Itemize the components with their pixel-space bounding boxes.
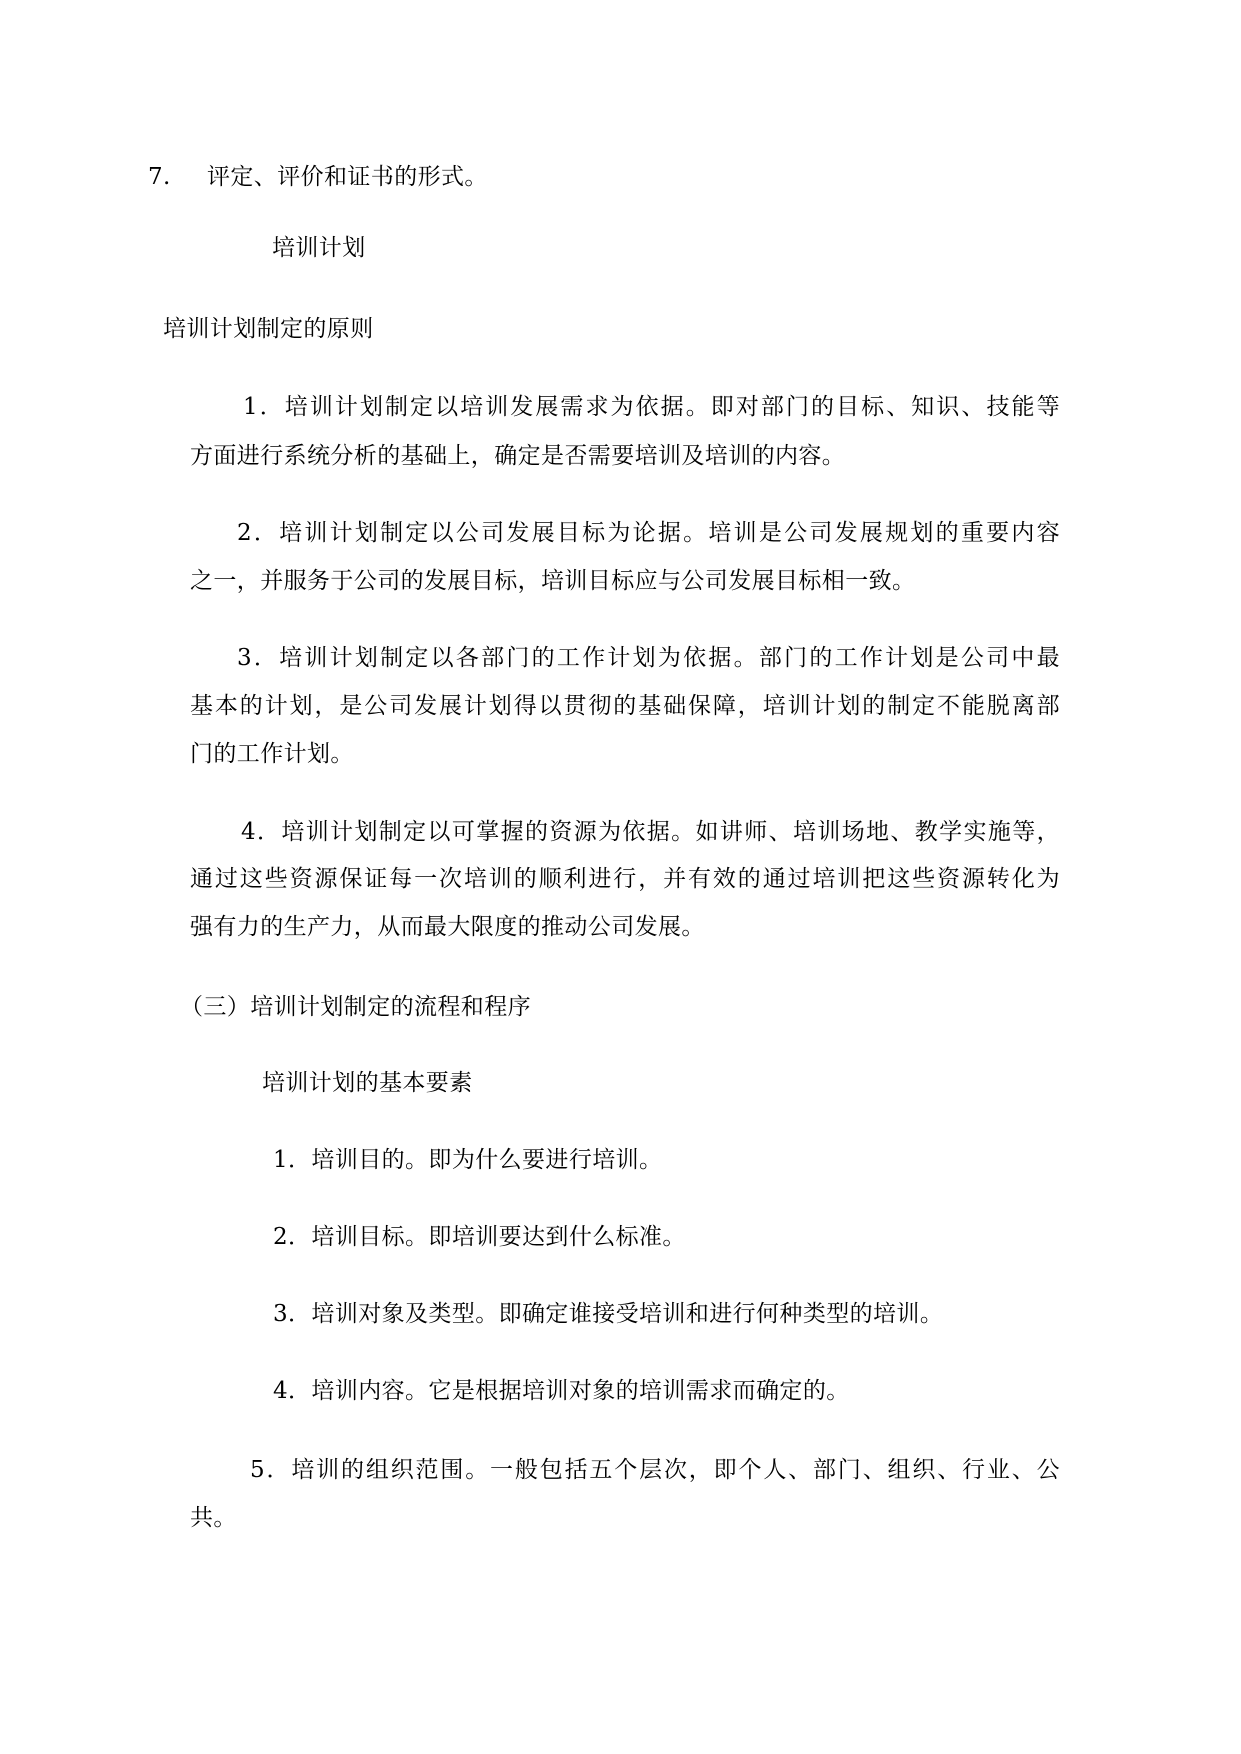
element-item-5-line-1: 5．培训的组织范围。一般包括五个层次，即个人、部门、组织、行业、公: [250, 1457, 1060, 1483]
principle-3-line-3: 门的工作计划。: [190, 741, 354, 767]
heading-principles: 培训计划制定的原则: [163, 316, 374, 342]
principle-1-line-2: 方面进行系统分析的基础上，确定是否需要培训及培训的内容。: [190, 443, 846, 469]
principle-2-line-2: 之一，并服务于公司的发展目标，培训目标应与公司发展目标相一致。: [190, 568, 916, 594]
element-item-1: 1．培训目的。即为什么要进行培训。: [273, 1147, 663, 1173]
heading-process: （三）培训计划制定的流程和程序: [180, 994, 531, 1020]
principle-1-line-1: 1．培训计划制定以培训发展需求为依据。即对部门的目标、知识、技能等: [243, 394, 1060, 420]
item-7-text: 评定、评价和证书的形式。: [207, 164, 488, 190]
element-item-3: 3．培训对象及类型。即确定谁接受培训和进行何种类型的培训。: [273, 1301, 944, 1327]
element-item-4: 4．培训内容。它是根据培训对象的培训需求而确定的。: [273, 1378, 850, 1404]
item-7-number: 7.: [148, 164, 171, 190]
principle-4-line-3: 强有力的生产力，从而最大限度的推动公司发展。: [190, 914, 705, 940]
principle-3-line-1: 3．培训计划制定以各部门的工作计划为依据。部门的工作计划是公司中最: [237, 645, 1060, 671]
element-item-2: 2．培训目标。即培训要达到什么标准。: [273, 1224, 686, 1250]
principle-4-line-1: 4．培训计划制定以可掌握的资源为依据。如讲师、培训场地、教学实施等，: [241, 819, 1060, 845]
principle-3-line-2: 基本的计划，是公司发展计划得以贯彻的基础保障，培训计划的制定不能脱离部: [190, 693, 1060, 719]
principle-2-line-1: 2．培训计划制定以公司发展目标为论据。培训是公司发展规划的重要内容: [237, 520, 1060, 546]
heading-basic-elements: 培训计划的基本要素: [262, 1070, 473, 1096]
element-item-5-line-2: 共。: [190, 1505, 237, 1531]
principle-4-line-2: 通过这些资源保证每一次培训的顺利进行，并有效的通过培训把这些资源转化为: [190, 866, 1060, 892]
heading-training-plan: 培训计划: [272, 235, 366, 261]
